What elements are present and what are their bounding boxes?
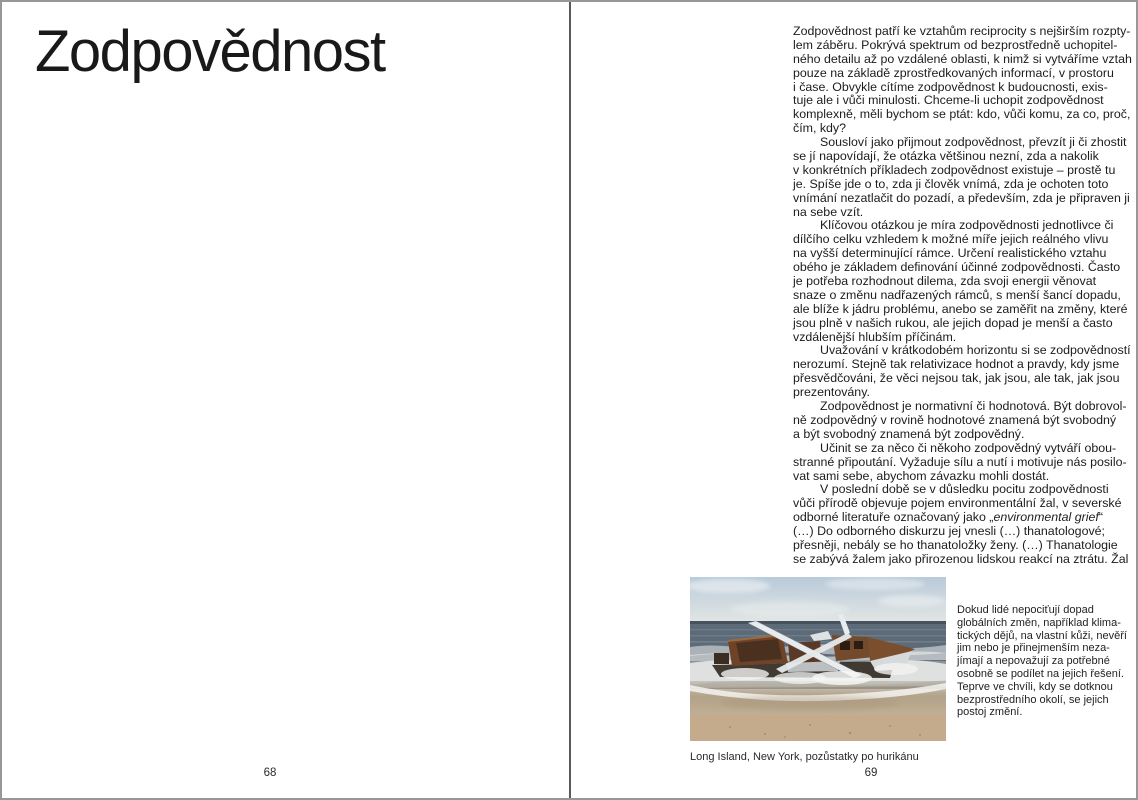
- body-text-line: obého je základem definování účinné zodpovědnosti. Často: [793, 260, 1121, 275]
- margin-note: [957, 604, 1127, 719]
- body-text-line: snaze o změnu nadřazených rámců, s menší šancí dopadu,: [793, 287, 1121, 302]
- body-text-line: Zodpovědnost je normativní či hodnotová. Být dobrovol-: [820, 399, 1127, 414]
- body-text-line: ale blíže k jádru problému, anebo se zaměřit na změny, které: [793, 301, 1128, 316]
- body-text-line: ného detailu až po vzdálené oblasti, k nimž si vytváříme vztah: [793, 51, 1132, 66]
- margin-note-line: Dokud lidé nepociťují dopad: [957, 604, 1094, 616]
- beach-shipwreck-photo: [690, 577, 946, 741]
- body-text-line: je. Spíše jde o to, zda ji člověk vnímá, zda je ochoten toto: [793, 176, 1109, 191]
- body-text-line: tuje ale i vůči minulosti. Chceme-li uchopit zodpovědnost: [793, 93, 1104, 108]
- body-text-line: v konkrétních příkladech zodpovědnost existuje – prostě tu: [793, 162, 1116, 177]
- body-text-line: na sebe vzít.: [793, 204, 864, 219]
- photo-figure: [690, 577, 946, 741]
- body-text-line: dílčího celku vzhledem k možné míře jejich reálného vlivu: [793, 232, 1109, 247]
- body-text-line: odborné literatuře označovaný jako „environmental grief“: [793, 510, 1103, 525]
- chapter-title: Zodpovědnost: [35, 19, 385, 84]
- body-text-line: pouze na základě zprostředkovaných informací, v prostoru: [793, 65, 1114, 80]
- body-text-line: Klíčovou otázkou je míra zodpovědnosti jednotlivce či: [820, 218, 1114, 233]
- body-text-line: vzdálenější hlubším příčinám.: [793, 329, 957, 344]
- margin-note-line: osobně se podílet na jejich řešení.: [957, 667, 1124, 680]
- right-page-number: 69: [864, 767, 878, 779]
- body-text-line: (…) Do odborného diskurzu jej vnesli (…) thanatologové;: [793, 524, 1105, 539]
- margin-note-line: jímají a nepovažují za potřebné: [957, 655, 1110, 668]
- body-text-line: stranné připoutání. Vyžaduje sílu a nutí i motivuje nás posilo-: [793, 454, 1127, 469]
- paragraph: [793, 24, 1132, 136]
- paragraph: [793, 135, 1130, 219]
- margin-note-line: globálních změn, například klima-: [957, 616, 1121, 629]
- margin-note-line: postoj změní.: [957, 706, 1023, 719]
- paragraph: [793, 218, 1128, 344]
- body-text-line: jsou plně v našich rukou, ale jejich dopad je menší a často: [793, 315, 1113, 330]
- left-page-number: 68: [263, 767, 277, 779]
- body-text-line: V poslední době se v důsledku pocitu zodpovědnosti: [820, 482, 1109, 497]
- body-text-line: Zodpovědnost patří ke vztahům reciprocity s nejširším rozpty-: [793, 24, 1131, 38]
- paragraph: [793, 343, 1131, 400]
- body-text-line: prezentovány.: [793, 385, 870, 400]
- body-text-line: nerozumí. Stejně tak relativizace hodnot a pravdy, kdy jsme: [793, 357, 1120, 372]
- body-text-line: lem záběru. Pokrývá spektrum od bezprostředně uchopitel-: [793, 37, 1118, 52]
- body-text-line: je potřeba rozhodnout dilema, zda svoji energii věnovat: [793, 274, 1097, 289]
- body-text-line: vat sami sebe, abychom závazku mohli dostát.: [793, 468, 1050, 483]
- paragraph: [793, 482, 1129, 566]
- body-text-line: Sousloví jako přijmout zodpovědnost, převzít ji či zhostit: [820, 135, 1127, 150]
- paragraph: [793, 440, 1127, 484]
- body-text-line: na vyšší determinující rámce. Určení realistického vztahu: [793, 246, 1107, 261]
- body-text-line: ně zodpovědný v rovině hodnotové znamená být svobodný: [793, 412, 1117, 427]
- page-fold-divider: [569, 2, 571, 798]
- margin-note-line: Teprve ve chvíli, kdy se dotknou: [957, 680, 1113, 693]
- paragraph: [793, 399, 1127, 442]
- body-text-line: Uvažování v krátkodobém horizontu si se zodpovědností: [820, 343, 1131, 358]
- margin-note-line: bezprostředního okolí, se jejich: [957, 693, 1109, 706]
- body-text-line: se zabývá žalem jako přirozenou lidskou reakcí na ztrátu. Žal: [793, 551, 1129, 566]
- body-text-line: vnímání nezatlačit do pozadí, a především, zda je připraven ji: [793, 190, 1130, 205]
- margin-note-line: jim nebo je přinejmenším neza-: [957, 642, 1110, 655]
- body-text-line: přesněji, nebály se ho thanatoložky ženy. (…) Thanatologie: [793, 537, 1118, 552]
- body-text-column: [793, 24, 1132, 567]
- body-text-line: přesvědčováni, že věci nejsou tak, jak jsou, ale tak, jak jsou: [793, 371, 1120, 386]
- body-text-line: i čase. Obvykle cítíme zodpovědnost k budoucnosti, exis-: [793, 79, 1108, 94]
- body-text-line: se jí napovídají, že otázka většinou nezní, zda a nakolik: [793, 149, 1099, 164]
- body-text-line: čím, kdy?: [793, 121, 847, 136]
- body-text-line: komplexně, měli bychom se ptát: kdo, vůči komu, za co, proč,: [793, 107, 1131, 122]
- body-text-line: a být svobodný znamená být zodpovědný.: [793, 426, 1025, 441]
- body-text-line: vůči přírodě objevuje pojem environmentální žal, v severské: [793, 496, 1122, 511]
- body-text-line: Učinit se za něco či někoho zodpovědný vytváří obou-: [820, 440, 1117, 455]
- photo-caption: Long Island, New York, pozůstatky po hurikánu: [690, 751, 919, 763]
- margin-note-line: tických dějů, na vlastní kůži, nevěří: [957, 629, 1127, 642]
